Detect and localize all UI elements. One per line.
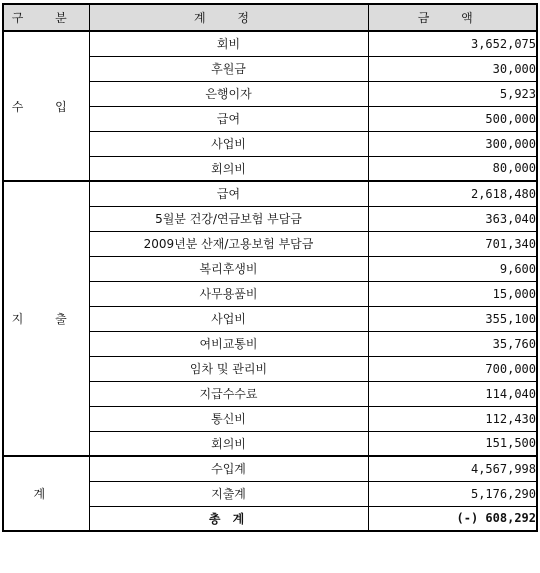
account-name: 사무용품비 [89,281,368,306]
account-name: 급여 [89,106,368,131]
account-name: 회비 [89,31,368,56]
account-name: 임차 및 관리비 [89,356,368,381]
account-name: 지급수수료 [89,381,368,406]
amount-value: 112,430 [368,406,537,431]
header-amount: 금 액 [368,4,537,31]
ledger-table [2,3,538,532]
account-name: 사업비 [89,306,368,331]
summary-category-label: 계 [3,456,89,531]
ledger-table-container [2,3,538,532]
amount-value: 5,923 [368,81,537,106]
amount-value: 114,040 [368,381,537,406]
amount-value: 700,000 [368,356,537,381]
expense-total-value: 5,176,290 [368,481,537,506]
account-name: 회의비 [89,431,368,456]
account-name: 후원금 [89,56,368,81]
account-name: 급여 [89,181,368,206]
header-row [3,4,537,31]
amount-value: 80,000 [368,156,537,181]
amount-value: 15,000 [368,281,537,306]
header-account: 계 정 [89,4,368,31]
amount-value: 3,652,075 [368,31,537,56]
table-row [3,456,537,481]
expense-total-label: 지출계 [89,481,368,506]
account-name: 2009년분 산재/고용보험 부담금 [89,231,368,256]
table-row [3,31,537,56]
account-name: 통신비 [89,406,368,431]
account-name: 여비교통비 [89,331,368,356]
income-total-label: 수입계 [89,456,368,481]
amount-value: 355,100 [368,306,537,331]
amount-value: 500,000 [368,106,537,131]
amount-value: 300,000 [368,131,537,156]
grand-total-value: (-) 608,292 [368,506,537,531]
amount-value: 701,340 [368,231,537,256]
income-total-value: 4,567,998 [368,456,537,481]
header-category: 구 분 [3,4,89,31]
account-name: 사업비 [89,131,368,156]
account-name: 5월분 건강/연금보험 부담금 [89,206,368,231]
account-name: 회의비 [89,156,368,181]
grand-total-label: 총 계 [89,506,368,531]
amount-value: 151,500 [368,431,537,456]
expense-category-label: 지 출 [3,181,89,456]
account-name: 은행이자 [89,81,368,106]
amount-value: 363,040 [368,206,537,231]
account-name: 복리후생비 [89,256,368,281]
income-category-label: 수 입 [3,31,89,181]
amount-value: 35,760 [368,331,537,356]
table-row [3,181,537,206]
amount-value: 9,600 [368,256,537,281]
amount-value: 2,618,480 [368,181,537,206]
amount-value: 30,000 [368,56,537,81]
